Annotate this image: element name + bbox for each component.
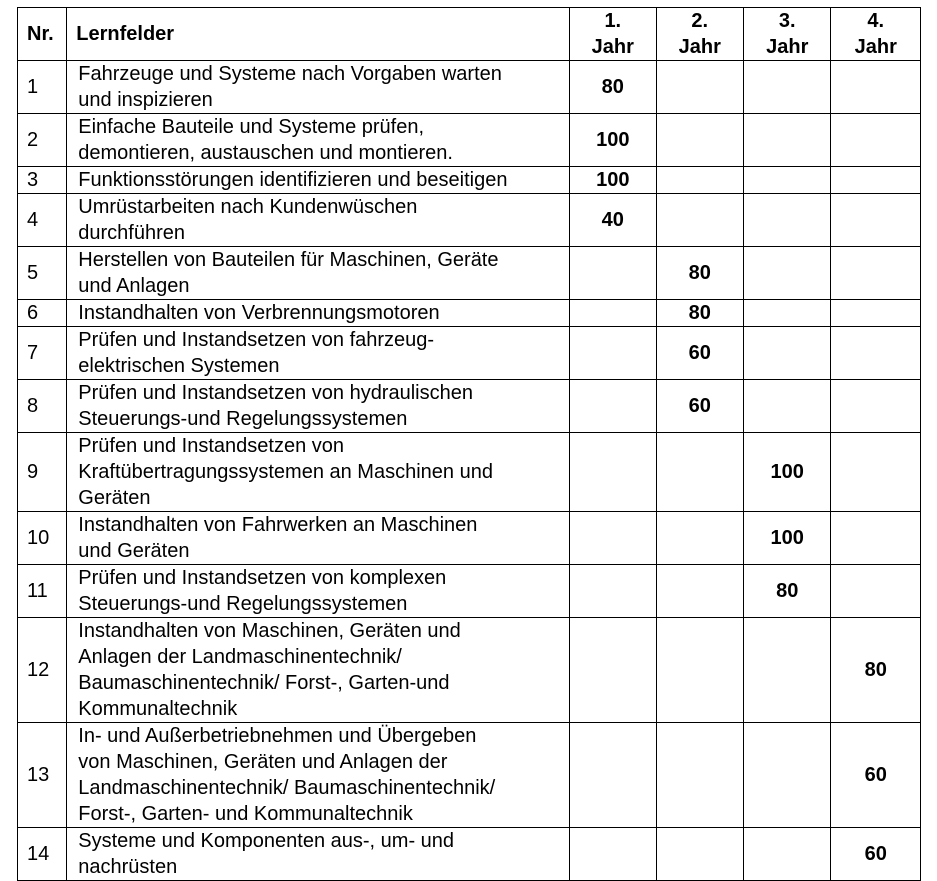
row-number: 11 (18, 565, 67, 618)
header-year-3-num: 3. (778, 10, 796, 32)
hours-year-4 (831, 247, 921, 300)
hours-year-2 (656, 61, 743, 114)
lernfeld-line: Umrüstarbeiten nach Kundenwüschen (78, 196, 418, 218)
lernfeld-line: und inspizieren (78, 89, 213, 111)
hours-year-4 (831, 194, 921, 247)
hours-year-2 (656, 828, 743, 881)
table-row (18, 167, 921, 194)
hours-year-4 (831, 300, 921, 327)
hours-year-2 (656, 167, 743, 194)
hours-year-1: 100 (570, 114, 656, 167)
hours-year-3 (744, 300, 831, 327)
lernfeld-line: durchführen (78, 222, 186, 244)
hours-year-3 (744, 618, 831, 723)
hours-year-4 (831, 327, 921, 380)
lernfeld-line: In- und Außerbetriebnehmen und Übergeben (78, 725, 477, 747)
hours-year-1 (570, 380, 656, 433)
table-row (18, 512, 921, 565)
lernfeld-cell (67, 300, 570, 327)
hours-year-2 (656, 512, 743, 565)
hours-year-1 (570, 828, 656, 881)
hours-year-3 (744, 723, 831, 828)
hours-year-3 (744, 194, 831, 247)
lernfeld-cell (67, 618, 570, 723)
hours-year-2 (656, 723, 743, 828)
table-row (18, 618, 921, 723)
lernfeld-line: Forst-, Garten- und Kommunaltechnik (78, 803, 413, 825)
hours-year-4 (831, 380, 921, 433)
hours-year-4 (831, 114, 921, 167)
lernfeld-line: Anlagen der Landmaschinentechnik/ (78, 646, 402, 668)
header-year-1 (570, 8, 656, 61)
hours-year-1 (570, 723, 656, 828)
header-year-4-label: Jahr (854, 36, 897, 58)
lernfeld-cell (67, 380, 570, 433)
hours-year-2: 60 (656, 327, 743, 380)
row-number: 2 (18, 114, 67, 167)
lernfeld-cell (67, 194, 570, 247)
hours-year-2: 80 (656, 247, 743, 300)
hours-year-3 (744, 167, 831, 194)
hours-year-3 (744, 114, 831, 167)
table-row (18, 194, 921, 247)
hours-year-2 (656, 433, 743, 512)
hours-year-4 (831, 167, 921, 194)
row-number: 6 (18, 300, 67, 327)
header-nr: Nr. (18, 8, 67, 61)
lernfeld-line: demontieren, austauschen und montieren. (78, 142, 453, 164)
hours-year-1 (570, 565, 656, 618)
row-number: 4 (18, 194, 67, 247)
lernfeld-line: Prüfen und Instandsetzen von komplexen (78, 567, 447, 589)
table-row (18, 565, 921, 618)
header-year-1-num: 1. (604, 10, 622, 32)
row-number: 1 (18, 61, 67, 114)
hours-year-1 (570, 247, 656, 300)
lernfeld-line: Einfache Bauteile und Systeme prüfen, (78, 116, 425, 138)
lernfeld-cell (67, 247, 570, 300)
hours-year-1 (570, 618, 656, 723)
table-row (18, 114, 921, 167)
header-row (18, 8, 921, 61)
lernfeld-cell (67, 512, 570, 565)
hours-year-4 (831, 61, 921, 114)
hours-year-1 (570, 512, 656, 565)
lernfeld-cell (67, 327, 570, 380)
header-lernfelder: Lernfelder (67, 8, 570, 61)
hours-year-1 (570, 433, 656, 512)
lernfeld-line: und Geräten (78, 540, 190, 562)
hours-year-2: 80 (656, 300, 743, 327)
hours-year-1: 40 (570, 194, 656, 247)
hours-year-3: 100 (744, 512, 831, 565)
header-year-3-label: Jahr (766, 36, 809, 58)
header-year-3 (744, 8, 831, 61)
lernfeld-line: Kommunaltechnik (78, 698, 238, 720)
hours-year-3: 80 (744, 565, 831, 618)
hours-year-2 (656, 194, 743, 247)
hours-year-4 (831, 512, 921, 565)
hours-year-4 (831, 565, 921, 618)
lernfeld-cell (67, 723, 570, 828)
hours-year-1: 100 (570, 167, 656, 194)
lernfeld-cell (67, 61, 570, 114)
lernfeld-line: Funktionsstörungen identifizieren und beseitigen (78, 169, 508, 191)
row-number: 12 (18, 618, 67, 723)
table-row (18, 828, 921, 881)
table-row (18, 247, 921, 300)
lernfeld-line: Kraftübertragungssystemen an Maschinen und (78, 461, 493, 483)
row-number: 5 (18, 247, 67, 300)
table-body (18, 61, 921, 881)
lernfeld-line: Fahrzeuge und Systeme nach Vorgaben warten (78, 63, 502, 85)
hours-year-4: 60 (831, 828, 921, 881)
lernfeld-line: Instandhalten von Maschinen, Geräten und (78, 620, 461, 642)
lernfeld-line: Steuerungs-und Regelungssystemen (78, 408, 408, 430)
header-year-4 (831, 8, 921, 61)
header-year-4-num: 4. (867, 10, 885, 32)
lernfeld-cell (67, 565, 570, 618)
hours-year-3 (744, 828, 831, 881)
lernfeld-cell (67, 828, 570, 881)
lernfeld-line: Steuerungs-und Regelungssystemen (78, 593, 408, 615)
hours-year-2 (656, 618, 743, 723)
table-row (18, 327, 921, 380)
hours-year-4: 60 (831, 723, 921, 828)
table-row (18, 433, 921, 512)
table-row (18, 61, 921, 114)
lernfeld-line: von Maschinen, Geräten und Anlagen der (78, 751, 448, 773)
lernfeld-cell (67, 167, 570, 194)
row-number: 3 (18, 167, 67, 194)
lernfeld-line: Herstellen von Bauteilen für Maschinen, Geräte (78, 249, 499, 271)
hours-year-2 (656, 114, 743, 167)
hours-year-3 (744, 380, 831, 433)
header-year-2 (656, 8, 743, 61)
hours-year-1 (570, 327, 656, 380)
lernfeld-line: Prüfen und Instandsetzen von (78, 435, 345, 457)
hours-year-3 (744, 247, 831, 300)
lernfeld-line: Prüfen und Instandsetzen von fahrzeug- (78, 329, 435, 351)
hours-year-1: 80 (570, 61, 656, 114)
row-number: 14 (18, 828, 67, 881)
lernfeld-line: Instandhalten von Fahrwerken an Maschinen (78, 514, 478, 536)
hours-year-2 (656, 565, 743, 618)
table-row (18, 380, 921, 433)
row-number: 7 (18, 327, 67, 380)
row-number: 8 (18, 380, 67, 433)
lernfeld-cell (67, 114, 570, 167)
hours-year-3 (744, 61, 831, 114)
lernfeld-line: Geräten (78, 487, 151, 509)
curriculum-table (17, 7, 921, 881)
lernfeld-line: Baumaschinentechnik/ Forst-, Garten-und (78, 672, 450, 694)
row-number: 13 (18, 723, 67, 828)
table-row (18, 300, 921, 327)
hours-year-4 (831, 433, 921, 512)
hours-year-3 (744, 327, 831, 380)
header-year-2-label: Jahr (678, 36, 721, 58)
row-number: 10 (18, 512, 67, 565)
hours-year-4: 80 (831, 618, 921, 723)
lernfeld-line: Systeme und Komponenten aus-, um- und (78, 830, 455, 852)
hours-year-2: 60 (656, 380, 743, 433)
header-year-1-label: Jahr (591, 36, 634, 58)
hours-year-3: 100 (744, 433, 831, 512)
lernfeld-cell (67, 433, 570, 512)
lernfeld-line: nachrüsten (78, 856, 178, 878)
lernfeld-line: und Anlagen (78, 275, 190, 297)
lernfeld-line: elektrischen Systemen (78, 355, 280, 377)
hours-year-1 (570, 300, 656, 327)
lernfeld-line: Instandhalten von Verbrennungsmotoren (78, 302, 440, 324)
lernfeld-line: Prüfen und Instandsetzen von hydraulischen (78, 382, 473, 404)
row-number: 9 (18, 433, 67, 512)
table-row (18, 723, 921, 828)
header-year-2-num: 2. (691, 10, 709, 32)
lernfeld-line: Landmaschinentechnik/ Baumaschinentechnik/ (78, 777, 496, 799)
